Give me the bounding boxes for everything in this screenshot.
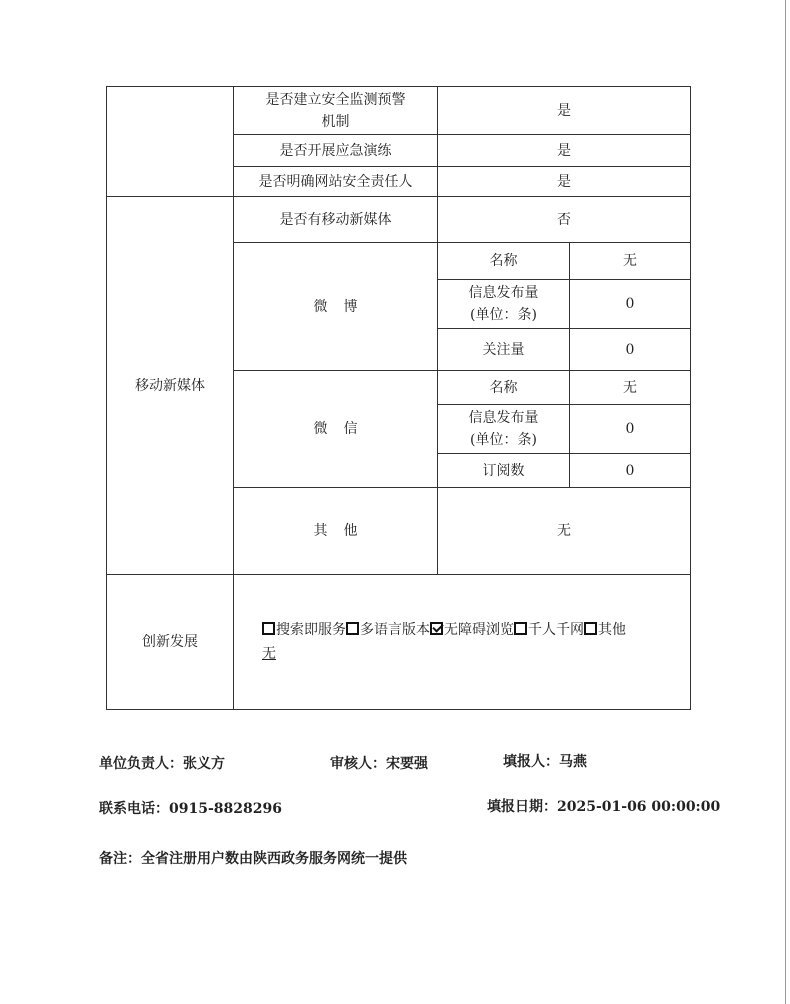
innovation-section-label: 创新发展	[107, 575, 234, 710]
checkbox-unchecked-icon[interactable]	[514, 622, 527, 635]
option-search-service[interactable]: 搜索即服务	[262, 619, 346, 641]
has-mobile-media-value: 否	[438, 197, 691, 243]
wechat-label: 微信	[234, 371, 438, 488]
table-row	[107, 87, 691, 135]
reviewer: 审核人：宋要强	[330, 756, 428, 772]
weibo-posts-value: 0	[570, 280, 691, 329]
checkbox-unchecked-icon[interactable]	[262, 622, 275, 635]
security-owner-label: 是否明确网站安全责任人	[234, 167, 438, 197]
weibo-name-value: 无	[570, 243, 691, 280]
table-row	[107, 197, 691, 243]
weibo-label: 微博	[234, 243, 438, 371]
fill-date: 填报日期：2025-01-06 00:00:00	[487, 799, 721, 815]
weibo-followers-label: 关注量	[438, 329, 570, 371]
security-section-cell	[107, 87, 234, 197]
other-media-label: 其他	[234, 488, 438, 575]
checkbox-unchecked-icon[interactable]	[584, 622, 597, 635]
security-owner-value: 是	[438, 167, 691, 197]
filler: 填报人：马燕	[503, 754, 587, 770]
has-mobile-media-label: 是否有移动新媒体	[234, 197, 438, 243]
report-table	[106, 86, 691, 710]
option-accessibility[interactable]: 无障碍浏览	[430, 619, 514, 641]
mobile-media-section-label: 移动新媒体	[107, 197, 234, 575]
note: 备注：全省注册用户数由陕西政务服务网统一提供	[99, 851, 407, 867]
option-personalized[interactable]: 千人千网	[514, 619, 584, 641]
monitoring-warning-value: 是	[438, 87, 691, 135]
other-media-value: 无	[438, 488, 691, 575]
innovation-options	[234, 575, 691, 710]
wechat-name-label: 名称	[438, 371, 570, 405]
innovation-options-line	[262, 619, 686, 641]
table-row	[107, 575, 691, 710]
wechat-subscribers-value: 0	[570, 454, 691, 488]
wechat-posts-value: 0	[570, 405, 691, 454]
innovation-other-value: 无	[262, 646, 276, 662]
wechat-name-value: 无	[570, 371, 691, 405]
checkbox-checked-icon[interactable]	[430, 622, 443, 635]
emergency-drill-label: 是否开展应急演练	[234, 135, 438, 167]
wechat-posts-label: 信息发布量 (单位：条)	[438, 405, 570, 454]
monitoring-warning-label: 是否建立安全监测预警 机制	[234, 87, 438, 135]
unit-head: 单位负责人：张义方	[99, 756, 225, 772]
wechat-subscribers-label: 订阅数	[438, 454, 570, 488]
option-other[interactable]: 其他	[584, 619, 626, 641]
weibo-followers-value: 0	[570, 329, 691, 371]
option-multilingual[interactable]: 多语言版本	[346, 619, 430, 641]
weibo-name-label: 名称	[438, 243, 570, 280]
weibo-posts-label: 信息发布量 (单位：条)	[438, 280, 570, 329]
page-edge	[785, 0, 786, 1004]
checkbox-unchecked-icon[interactable]	[346, 622, 359, 635]
emergency-drill-value: 是	[438, 135, 691, 167]
contact-phone: 联系电话：0915-8828296	[99, 801, 282, 817]
